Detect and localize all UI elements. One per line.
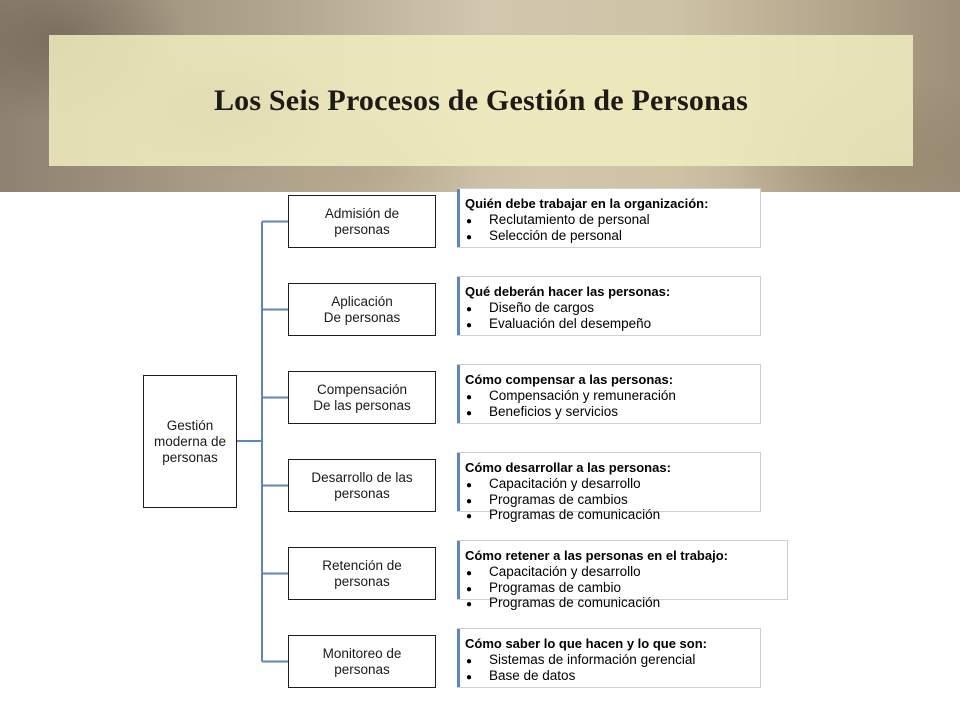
bullet-text: Programas de comunicación xyxy=(489,507,661,522)
bullet-text: Base de datos xyxy=(489,667,576,683)
root-box xyxy=(143,375,237,508)
bullet-dot-icon: ● xyxy=(465,511,473,522)
bullet-text: Selección de personal xyxy=(489,227,622,243)
bullet-dot-icon: ● xyxy=(465,231,473,243)
process-box xyxy=(288,195,436,248)
description-bullet-list xyxy=(463,652,695,683)
process-box xyxy=(288,283,436,336)
description-heading: Cómo compensar a las personas: xyxy=(465,372,674,387)
process-description xyxy=(457,364,761,424)
process-box xyxy=(288,635,436,688)
bullet-text: Programas de cambios xyxy=(489,491,628,507)
description-bullet-list xyxy=(463,476,660,523)
bullet-dot-icon: ● xyxy=(465,599,473,610)
description-heading: Cómo saber lo que hacen y lo que son: xyxy=(465,636,707,651)
description-bullet-list xyxy=(463,564,660,611)
process-label: Desarrollo de las personas xyxy=(311,469,413,501)
process-box xyxy=(288,459,436,512)
description-accent-bar xyxy=(457,453,460,511)
bullet-item xyxy=(463,388,676,404)
process-label: Monitoreo de personas xyxy=(322,645,402,677)
bullet-item xyxy=(463,652,695,668)
description-heading: Quién debe trabajar en la organización: xyxy=(465,196,709,211)
process-label: Retención de personas xyxy=(322,557,402,589)
process-description xyxy=(457,276,761,336)
process-label: Aplicación De personas xyxy=(323,293,401,325)
description-heading: Cómo desarrollar a las personas: xyxy=(465,460,671,475)
description-bullet-list xyxy=(463,300,651,331)
bullet-text: Evaluación del desempeño xyxy=(489,315,652,331)
process-description xyxy=(457,452,761,522)
bullet-item xyxy=(463,316,651,332)
description-accent-bar xyxy=(457,277,460,335)
bullet-dot-icon: ● xyxy=(465,480,473,491)
root-label: Gestión moderna de personas xyxy=(153,417,227,465)
bullet-dot-icon: ● xyxy=(465,392,473,403)
slide-title: Los Seis Procesos de Gestión de Personas xyxy=(213,83,749,117)
process-box xyxy=(288,371,436,424)
description-accent-bar xyxy=(457,189,460,247)
process-description xyxy=(457,540,788,610)
process-box xyxy=(288,547,436,600)
description-bullet-list xyxy=(463,388,676,419)
description-bullet-list xyxy=(463,212,650,243)
bullet-text: Reclutamiento de personal xyxy=(489,212,650,227)
bullet-item xyxy=(463,492,660,508)
description-heading: Qué deberán hacer las personas: xyxy=(465,284,671,299)
bullet-text: Sistemas de información gerencial xyxy=(489,652,696,667)
bullet-dot-icon: ● xyxy=(465,216,473,227)
bullet-text: Beneficios y servicios xyxy=(489,403,619,419)
bullet-text: Capacitación y desarrollo xyxy=(489,476,641,491)
bullet-dot-icon: ● xyxy=(465,671,473,683)
bullet-text: Diseño de cargos xyxy=(489,300,595,315)
bullet-dot-icon: ● xyxy=(465,304,473,315)
description-accent-bar xyxy=(457,541,460,599)
bullet-text: Programas de cambio xyxy=(489,579,622,595)
bullet-dot-icon: ● xyxy=(465,407,473,419)
bullet-dot-icon: ● xyxy=(465,583,473,595)
bullet-text: Compensación y remuneración xyxy=(489,388,676,403)
description-accent-bar xyxy=(457,365,460,423)
process-label: Compensación De las personas xyxy=(313,381,411,413)
description-accent-bar xyxy=(457,629,460,687)
bullet-dot-icon: ● xyxy=(465,495,473,507)
bullet-dot-icon: ● xyxy=(465,319,473,331)
process-description xyxy=(457,188,761,248)
description-heading: Cómo retener a las personas en el trabajo: xyxy=(465,548,728,563)
bullet-item xyxy=(463,212,650,228)
bullet-item xyxy=(463,580,660,596)
process-description xyxy=(457,628,761,688)
bullet-item xyxy=(463,595,660,611)
bullet-item xyxy=(463,228,650,244)
process-label: Admisión de personas xyxy=(324,205,400,237)
bullet-dot-icon: ● xyxy=(465,568,473,579)
bullet-item xyxy=(463,564,660,580)
bullet-item xyxy=(463,404,676,420)
bullet-item xyxy=(463,507,660,523)
bullet-item xyxy=(463,668,695,684)
bullet-dot-icon: ● xyxy=(465,656,473,667)
bullet-text: Programas de comunicación xyxy=(489,595,661,610)
bullet-item xyxy=(463,476,660,492)
bullet-text: Capacitación y desarrollo xyxy=(489,564,641,579)
bullet-item xyxy=(463,300,651,316)
